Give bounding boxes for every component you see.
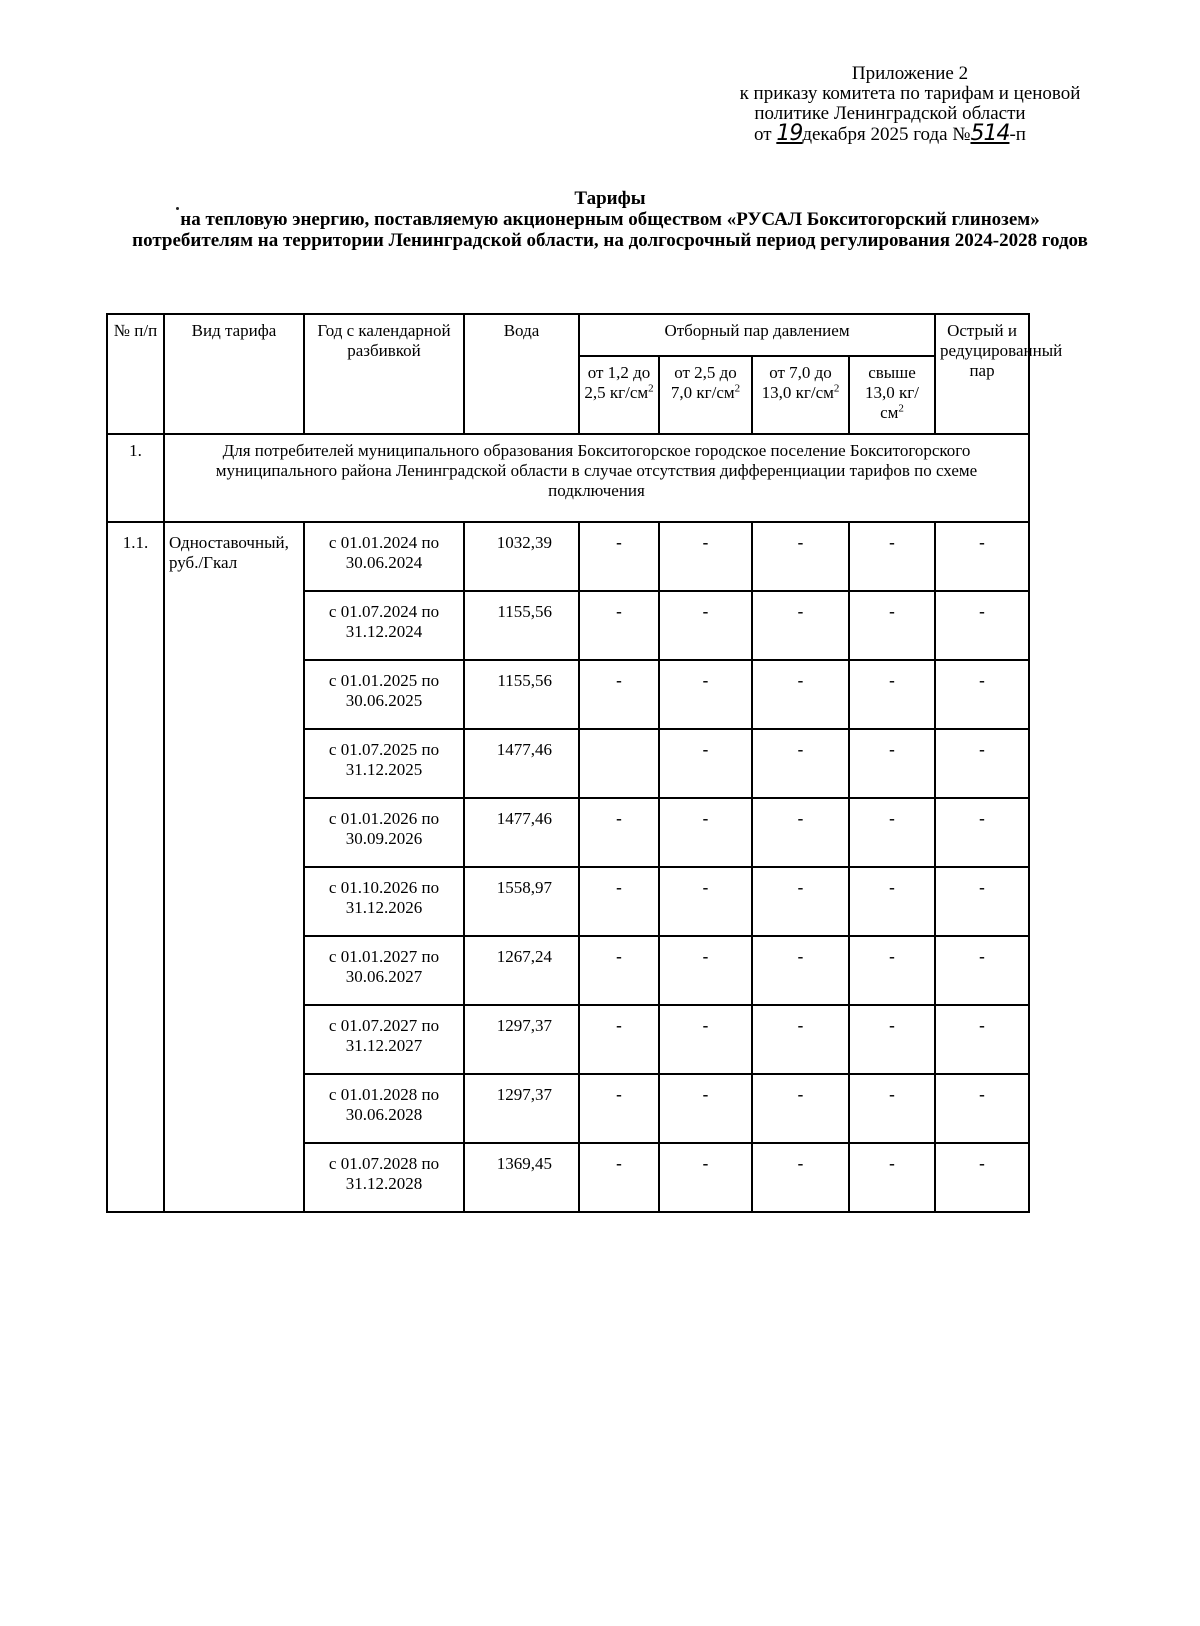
pressure-3-cell: - bbox=[752, 1143, 849, 1212]
sharp-steam-cell: - bbox=[935, 1143, 1029, 1212]
pressure-2-cell: - bbox=[659, 936, 752, 1005]
water-value-cell: 1032,39 bbox=[464, 522, 579, 591]
date-day-handwritten: 19 bbox=[776, 121, 803, 146]
table-row bbox=[107, 522, 1029, 591]
header-pressure-2: от 2,5 до 7,0 $кг/см^2$ bbox=[659, 356, 752, 434]
pressure-1-cell: - bbox=[579, 936, 659, 1005]
date-prefix: от bbox=[754, 124, 772, 145]
sharp-steam-cell: - bbox=[935, 1005, 1029, 1074]
pressure-1-cell: - bbox=[579, 798, 659, 867]
item-tariff-kind: Одноставочный, руб./Гкал bbox=[164, 522, 304, 1212]
period-cell: с 01.07.2024 по 31.12.2024 bbox=[304, 591, 464, 660]
pressure-4-cell: - bbox=[849, 867, 935, 936]
pressure-2-cell: - bbox=[659, 591, 752, 660]
pressure-1-cell bbox=[579, 729, 659, 798]
water-value-cell: 1297,37 bbox=[464, 1005, 579, 1074]
pressure-1-cell: - bbox=[579, 1143, 659, 1212]
sharp-steam-cell: - bbox=[935, 798, 1029, 867]
pressure-2-cell: - bbox=[659, 1143, 752, 1212]
title-main: Тарифы bbox=[574, 188, 646, 209]
pressure-1-cell: - bbox=[579, 1074, 659, 1143]
order-date bbox=[660, 121, 1120, 146]
pressure-2-cell: - bbox=[659, 798, 752, 867]
pressure-3-cell: - bbox=[752, 522, 849, 591]
pressure-3-cell: - bbox=[752, 660, 849, 729]
water-value-cell: 1369,45 bbox=[464, 1143, 579, 1212]
order-reference: к приказу комитета по тарифам и ценовой bbox=[739, 83, 1081, 104]
header-sharp-steam: Острый и редуцированный пар bbox=[935, 314, 1029, 434]
sharp-steam-cell: - bbox=[935, 936, 1029, 1005]
period-cell: с 01.01.2027 по 30.06.2027 bbox=[304, 936, 464, 1005]
group-description: Для потребителей муниципального образования Бокситогорское городское поселение Бокситогорского муниципального района Ленинградской области в случае отсутствия дифференциации тарифов по схеме подключения bbox=[164, 434, 1029, 522]
header-tariff-kind: Вид тарифа bbox=[164, 314, 304, 434]
sharp-steam-cell: - bbox=[935, 867, 1029, 936]
pressure-4-cell: - bbox=[849, 936, 935, 1005]
pressure-1-cell: - bbox=[579, 867, 659, 936]
sharp-steam-cell: - bbox=[935, 729, 1029, 798]
water-value-cell: 1558,97 bbox=[464, 867, 579, 936]
tariff-table bbox=[106, 313, 1063, 1213]
pressure-4-cell: - bbox=[849, 1005, 935, 1074]
pressure-1-cell: - bbox=[579, 1005, 659, 1074]
sharp-steam-cell: - bbox=[935, 660, 1029, 729]
sharp-steam-cell: - bbox=[935, 1074, 1029, 1143]
pressure-3-cell: - bbox=[752, 798, 849, 867]
pressure-1-cell: - bbox=[579, 522, 659, 591]
scan-speck bbox=[176, 207, 179, 210]
pressure-2-cell: - bbox=[659, 1005, 752, 1074]
header-pressure-3: от 7,0 до 13,0 $кг/см^2$ bbox=[752, 356, 849, 434]
period-cell: с 01.07.2025 по 31.12.2025 bbox=[304, 729, 464, 798]
period-cell: с 01.07.2027 по 31.12.2027 bbox=[304, 1005, 464, 1074]
header-num: № п/п bbox=[107, 314, 164, 434]
order-number-handwritten: 514 bbox=[970, 121, 1010, 146]
pressure-1-cell: - bbox=[579, 591, 659, 660]
tariff-rows bbox=[107, 522, 1029, 1212]
header-period: Год с календарной разбивкой bbox=[304, 314, 464, 434]
water-value-cell: 1477,46 bbox=[464, 798, 579, 867]
item-num: 1.1. bbox=[107, 522, 164, 1212]
pressure-3-cell: - bbox=[752, 591, 849, 660]
pressure-4-cell: - bbox=[849, 1143, 935, 1212]
period-cell: с 01.01.2028 по 30.06.2028 bbox=[304, 1074, 464, 1143]
header-pressure-1: от 1,2 до 2,5 $кг/см^2$ bbox=[579, 356, 659, 434]
pressure-4-cell: - bbox=[849, 591, 935, 660]
pressure-2-cell: - bbox=[659, 660, 752, 729]
pressure-3-cell: - bbox=[752, 1074, 849, 1143]
pressure-4-cell: - bbox=[849, 660, 935, 729]
water-value-cell: 1155,56 bbox=[464, 591, 579, 660]
pressure-4-cell: - bbox=[849, 1074, 935, 1143]
water-value-cell: 1477,46 bbox=[464, 729, 579, 798]
pressure-2-cell: - bbox=[659, 522, 752, 591]
pressure-3-cell: - bbox=[752, 936, 849, 1005]
pressure-3-cell: - bbox=[752, 867, 849, 936]
header-steam: Отборный пар давлением bbox=[579, 314, 935, 356]
pressure-2-cell: - bbox=[659, 867, 752, 936]
pressure-4-cell: - bbox=[849, 798, 935, 867]
pressure-4-cell: - bbox=[849, 729, 935, 798]
header-water: Вода bbox=[464, 314, 579, 434]
header-pressure-4: свыше 13,0 $кг/см^2$ bbox=[849, 356, 935, 434]
period-cell: с 01.07.2028 по 31.12.2028 bbox=[304, 1143, 464, 1212]
document-title bbox=[130, 188, 1090, 251]
period-cell: с 01.01.2025 по 30.06.2025 bbox=[304, 660, 464, 729]
appendix-header bbox=[660, 64, 1120, 145]
water-value-cell: 1297,37 bbox=[464, 1074, 579, 1143]
pressure-4-cell: - bbox=[849, 522, 935, 591]
pressure-1-cell: - bbox=[579, 660, 659, 729]
pressure-2-cell: - bbox=[659, 729, 752, 798]
committee-name: политике Ленинградской области bbox=[754, 103, 1026, 124]
period-cell: с 01.01.2026 по 30.09.2026 bbox=[304, 798, 464, 867]
pressure-3-cell: - bbox=[752, 1005, 849, 1074]
pressure-2-cell: - bbox=[659, 1074, 752, 1143]
period-cell: с 01.10.2026 по 31.12.2026 bbox=[304, 867, 464, 936]
group-num: 1. bbox=[107, 434, 164, 522]
title-subtitle: на тепловую энергию, поставляемую акционерным обществом «РУСАЛ Бокситогорский глинозем» потребителям на территории Ленинградской области, на долгосрочный период регулирования 2024-2028 годов bbox=[132, 209, 1088, 251]
date-mid: декабря 2025 года № bbox=[802, 124, 971, 145]
date-suffix: -п bbox=[1009, 124, 1026, 145]
sharp-steam-cell: - bbox=[935, 591, 1029, 660]
water-value-cell: 1267,24 bbox=[464, 936, 579, 1005]
pressure-3-cell: - bbox=[752, 729, 849, 798]
sharp-steam-cell: - bbox=[935, 522, 1029, 591]
period-cell: с 01.01.2024 по 30.06.2024 bbox=[304, 522, 464, 591]
appendix-label: Приложение 2 bbox=[851, 63, 969, 84]
water-value-cell: 1155,56 bbox=[464, 660, 579, 729]
